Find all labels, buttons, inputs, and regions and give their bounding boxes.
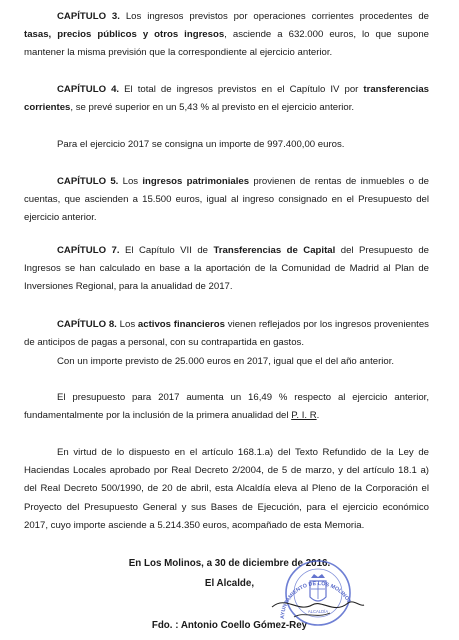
seal-subtext: ALCALDÍA	[307, 609, 329, 614]
text: El total de ingresos previstos en el Capítulo IV por	[119, 84, 364, 95]
paragraph-capitulo-3	[24, 8, 429, 63]
paragraph-virtud: En virtud de lo dispuesto en el artículo 168.1.a) del Texto Refundido de la Ley de Haciendas Locales aprobado por Real Decreto 2/2004, de 5 de marzo, y del artículo 18.1 a) del Real Decreto 500/1990, de 20 de abril, esta Alcaldía eleva al Pleno de la Corporación el Proyecto del Presupuesto General y sus Bases de Ejecución, para el ejercicio económico 2017, cuyo importe asciende a 5.214.350 euros, acompañado de esta Memoria.	[24, 447, 429, 531]
signatory-role: El Alcalde,	[204, 578, 255, 589]
coat-of-arms-icon	[310, 574, 326, 601]
chapter-8-title: CAPÍTULO 8.	[57, 319, 117, 330]
text: El presupuesto para 2017 aumenta un 16,49 % respecto al ejercicio anterior, fundamentalmente por la inclusión de la primera anualidad del	[24, 392, 429, 422]
bold-text: ingresos patrimoniales	[142, 176, 250, 187]
official-seal-stamp	[264, 555, 368, 627]
bold-text: tasas, precios públicos y otros ingresos	[24, 29, 225, 41]
text: vienen reflejados por los ingresos provenientes de anticipos de pagas a personal, con su contrapartida en gastos.	[24, 319, 429, 349]
paragraph-capitulo-4-importe: Para el ejercicio 2017 se consigna un importe de 997.400,00 euros.	[57, 139, 345, 150]
chapter-5-title: CAPÍTULO 5.	[57, 176, 119, 187]
text: del Presupuesto de Ingresos se han calculado en base a la aportación de la Comunidad de Madrid al Plan de Inversiones Regional, para la anualidad de 2017.	[24, 245, 429, 293]
text: .	[316, 410, 320, 422]
paragraph-presupuesto	[24, 389, 429, 425]
paragraph-capitulo-7	[24, 242, 429, 297]
text: , asciende a 632.000 euros, lo que supone mantener la misma previsión que la correspondiente al ejercicio anterior.	[24, 29, 429, 59]
chapter-7-title: CAPÍTULO 7.	[57, 245, 120, 256]
paragraph-capitulo-8-importe: Con un importe previsto de 25.000 euros en 2017, igual que el del año anterior.	[57, 356, 395, 367]
chapter-3-title: CAPÍTULO 3.	[57, 11, 120, 22]
text: provienen de rentas de inmuebles o de cuentas, que ascienden a 15.500 euros, igual al ingreso consignado en el Presupuesto del ejercicio anterior.	[24, 176, 429, 224]
bold-text: activos financieros	[137, 319, 225, 330]
signature-name: Fdo. : Antonio Coello Gómez-Rey	[151, 620, 308, 631]
chapter-4-title: CAPÍTULO 4.	[57, 84, 120, 95]
text: , se prevé superior en un 5,43 % al previsto en el ejercicio anterior.	[70, 102, 355, 114]
paragraph-capitulo-5	[24, 173, 429, 228]
text: Los	[118, 176, 143, 187]
text: Los ingresos previstos por operaciones corrientes procedentes de	[119, 11, 429, 22]
seal-text: AYUNTAMIENTO DE LOS MOLINOS	[279, 580, 352, 620]
text: El Capítulo VII de	[119, 245, 214, 256]
paragraph-capitulo-8	[24, 316, 429, 352]
paragraph-capitulo-4	[24, 81, 429, 117]
bold-text: transferencias corrientes	[24, 84, 430, 114]
text: Los	[116, 319, 138, 330]
place-date: En Los Molinos, a 30 de diciembre de 2016.	[128, 558, 331, 569]
bold-text: Transferencias de Capital	[213, 245, 336, 256]
underlined-text: P. I. R	[291, 410, 317, 422]
